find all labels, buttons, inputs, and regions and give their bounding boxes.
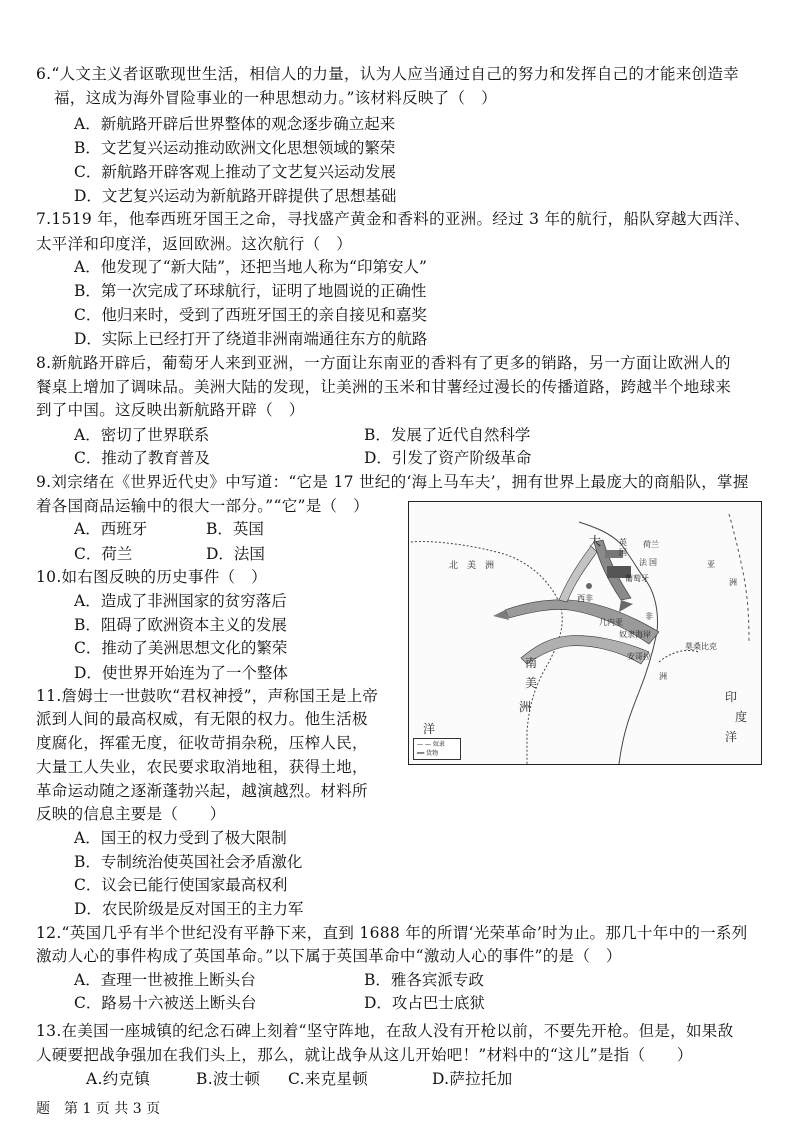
map-label-south-america-1: 南 <box>525 656 538 670</box>
q6-stem-line1: 6.“人文主义者讴歌现世生活，相信人的力量，认为人应当通过自己的努力和发挥自己的才能来创造幸 <box>36 65 740 83</box>
q10-option-c: C．推动了美洲思想文化的繁荣 <box>74 639 288 658</box>
legend-slaves-label: 奴隶 <box>432 741 445 748</box>
q12-option-d: D．攻占巴士底狱 <box>364 994 485 1013</box>
q6-option-b: B．文艺复兴运动推动欧洲文化思想领域的繁荣 <box>74 139 396 158</box>
q11-option-b: B．专制统治使英国社会矛盾激化 <box>74 852 303 871</box>
q8-option-c: C．推动了教育普及 <box>74 449 210 468</box>
map-label-guinea: 几内亚 <box>599 618 623 627</box>
q10-option-d: D．使世界开始连为了一个整体 <box>74 663 288 682</box>
map-label-south-america-2: 美 <box>525 676 538 690</box>
q11-stem-line5: 革命运动随之逐渐蓬勃兴起，越演越烈。材料所 <box>36 781 368 800</box>
q13-option-a: A.约克镇 <box>86 1070 151 1088</box>
q10-option-a: A．造成了非洲国家的贫穷落后 <box>74 592 287 611</box>
q12-option-c: C．路易十六被送上断头台 <box>74 994 257 1013</box>
map-label-north-america: 北 美 洲 <box>449 561 495 571</box>
q8-option-d: D．引发了资产阶级革命 <box>364 449 532 468</box>
q9-option-a: A．西班牙 <box>74 520 148 539</box>
q6-stem-line2: 福，这成为海外冒险事业的一种思想动力。”该材料反映了（ ） <box>54 89 497 108</box>
q11-stem-line2: 派到人间的最高权威，有无限的权力。他生活极 <box>36 710 368 729</box>
q13-option-c: C.来克星顿 <box>288 1070 369 1088</box>
q7-option-a: A．他发现了“新大陆”，还把当地人称为“印第安人” <box>74 258 427 277</box>
q13-option-b: B.波士顿 <box>196 1070 261 1088</box>
page-footer: 题 第 1 页 共 3 页 <box>36 1101 161 1117</box>
map-label-atlantic: 大 <box>589 534 602 548</box>
map-label-portugal: 葡萄牙 <box>625 574 649 583</box>
q7-option-b: B．第一次完成了环球航行，证明了地圆说的正确性 <box>74 282 427 301</box>
map-label-west-africa: 西非 <box>577 594 593 603</box>
q12-option-a: A．查理一世被推上断头台 <box>74 970 256 989</box>
map-graphic <box>409 502 761 764</box>
q6-option-c: C．新航路开辟客观上推动了文艺复兴运动发展 <box>74 162 396 181</box>
q9-stem-line1: 9.刘宗绪在《世界近代史》中写道：“它是 17 世纪的‘海上马车夫’，拥有世界上最庞大的商船队，掌握 <box>36 472 749 491</box>
map-legend <box>413 738 461 760</box>
map-label-holland: 荷兰 <box>643 540 659 549</box>
legend-goods: ━━ 货物 <box>417 750 439 757</box>
q11-stem-line3: 度腐化，挥霍无度，征收苛捐杂税，压榨人民， <box>36 733 368 752</box>
q11-option-d: D．农民阶级是反对国王的主力军 <box>74 899 304 918</box>
legend-slaves: — — 奴隶 <box>417 741 445 748</box>
map-label-indian-ocean-1: 印 <box>725 690 738 704</box>
triangular-trade-map <box>408 501 762 765</box>
q13-stem-line1-rendered: 13.在美国一座城镇的纪念石碑上刻着“坚守阵地，在敌人没有开枪以前，不要先开枪。但是，如果敌 <box>36 1022 734 1040</box>
map-label-uk-1: 英 <box>619 538 627 547</box>
map-label-france-2: 国 <box>649 558 657 567</box>
legend-goods-label: 货物 <box>426 750 439 757</box>
q12-stem-line2: 激动人心的事件构成了英国革命。”以下属于英国革命中“激动人心的事件”的是（ ） <box>36 947 622 966</box>
map-label-indian-ocean-3: 洋 <box>725 730 738 744</box>
q8-stem-line3: 到了中国。这反映出新航路开辟（ ） <box>36 401 305 420</box>
q7-option-d: D．实际上已经打开了绕道非洲南端通往东方的航路 <box>74 330 428 349</box>
map-label-asia-2: 洲 <box>729 578 737 587</box>
map-label-slave-coast: 奴隶海岸 <box>619 630 651 639</box>
q7-option-c: C．他归来时，受到了西班牙国王的亲自接见和嘉奖 <box>74 305 427 324</box>
q6-option-a: A．新航路开辟后世界整体的观念逐步确立起来 <box>74 114 396 133</box>
q9-option-c: C．荷兰 <box>74 544 133 563</box>
q9-option-b: B．英国 <box>206 520 264 539</box>
q7-stem-line1: 7.1519 年，他奉西班牙国王之命，寻找盛产黄金和香料的亚洲。经过 3 年的航行，船队穿越大西洋、 <box>36 210 750 229</box>
q9-option-d: D．法国 <box>206 544 265 563</box>
q8-option-a: A．密切了世界联系 <box>74 425 210 444</box>
map-label-uk-2: 国 <box>619 548 627 557</box>
q12-option-b: B．雅各宾派专政 <box>364 970 484 989</box>
q8-stem-line2: 餐桌上增加了调味品。美洲大陆的发现，让美洲的玉米和甘薯经过漫长的传播道路，跨越半个地球来 <box>36 377 732 396</box>
q11-stem-line4: 大量工人失业，农民要求取消地租，获得土地， <box>36 758 368 777</box>
q7-stem-line2: 太平洋和印度洋，返回欧洲。这次航行（ ） <box>36 234 353 253</box>
q11-option-a: A．国王的权力受到了极大限制 <box>74 829 287 848</box>
map-label-ocean-left: 洋 <box>423 722 436 736</box>
q13-stem-line2-rendered: 人硬要把战争强加在我们头上，那么，就让战争从这儿开始吧！”材料中的“这儿”是指（ ） <box>36 1046 693 1064</box>
map-label-africa-2: 洲 <box>659 672 667 681</box>
q13-option-d: D.萨拉托加 <box>432 1070 513 1088</box>
q11-option-c: C．议会已能行使国家最高权利 <box>74 876 288 895</box>
map-label-asia-1: 亚 <box>707 560 715 569</box>
q12-stem-line1: 12.“英国几乎有半个世纪没有平静下来，直到 1688 年的所谓‘光荣革命’时为止。那几十年中的一系列 <box>36 923 748 942</box>
q10-stem: 10.如右图反映的历史事件（ ） <box>36 568 267 587</box>
map-label-mozambique: 莫桑比克 <box>685 642 717 651</box>
q11-stem-line1: 11.詹姆士一世鼓吹“君权神授”，声称国王是上帝 <box>36 687 379 706</box>
q8-option-b: B．发展了近代自然科学 <box>364 425 531 444</box>
q9-stem-line2: 着各国商品运输中的很大一部分。”“它”是（ ） <box>36 496 369 515</box>
map-label-angola: 安哥拉 <box>627 652 651 661</box>
map-label-france: 法 <box>639 558 647 567</box>
q10-option-b: B．阻碍了欧洲资本主义的发展 <box>74 615 287 634</box>
map-label-indian-ocean-2: 度 <box>735 710 748 724</box>
q8-stem-line1: 8.新航路开辟后，葡萄牙人来到亚洲，一方面让东南亚的香料有了更多的销路，另一方面让欧洲人的 <box>36 353 731 372</box>
q6-option-d: D．文艺复兴运动为新航路开辟提供了思想基础 <box>74 186 397 205</box>
q11-stem-line6: 反映的信息主要是（ ） <box>36 805 226 824</box>
map-label-africa-1: 非 <box>645 612 653 621</box>
map-label-south-america-3: 洲 <box>519 700 532 714</box>
